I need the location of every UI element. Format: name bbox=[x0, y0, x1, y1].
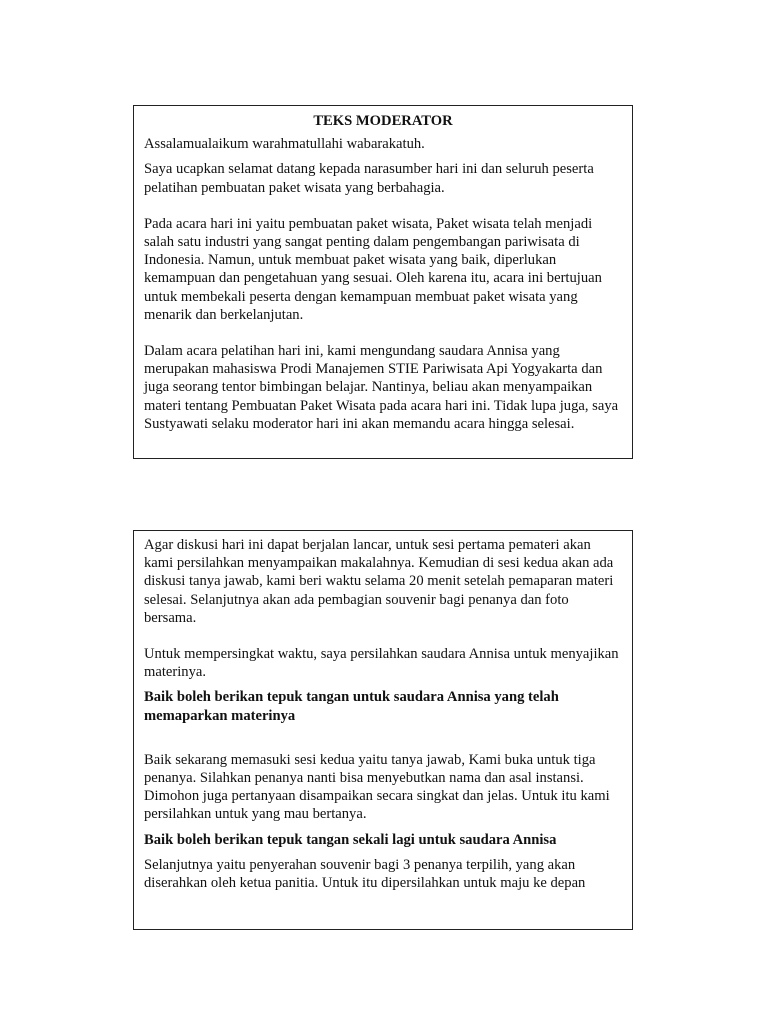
session-plan-paragraph: Agar diskusi hari ini dapat berjalan lancar, untuk sesi pertama pemateri akan kami persilahkan menyampaikan makalahnya. Kemudian di sesi kedua akan ada diskusi tanya jawab, kami beri waktu selama 20 menit setelah pemaparan materi selesai. Selanjutnya akan ada pembagian souvenir bagi penanya dan foto bersama. bbox=[144, 537, 614, 626]
event-intro-paragraph: Pada acara hari ini yaitu pembuatan paket wisata, Paket wisata telah menjadi salah satu industri yang sangat penting dalam pengembangan pariwisata di Indonesia. Namun, untuk membuat paket wisata yang baik, diperlukan kemampuan dan pengetahuan yang sesuai. Oleh karena itu, acara ini bertujuan untuk membekali peserta dengan kemampuan membuat paket wisata yang menarik dan berkelanjutan. bbox=[144, 215, 602, 323]
applause-paragraph-1: Baik boleh berikan tepuk tangan untuk saudara Annisa yang telah memaparkan materinya bbox=[144, 689, 559, 724]
speaker-intro-paragraph: Dalam acara pelatihan hari ini, kami mengundang saudara Annisa yang merupakan mahasiswa Prodi Manajemen STIE Pariwisata Api Yogyakarta dan juga seorang tentor bimbingan belajar. Nantinya, beliau akan menyampaikan materi tentang Pembuatan Paket Wisata pada acara hari ini. Tidak lupa juga, saya Sustyawati selaku moderator hari ini akan memandu acara hingga selesai. bbox=[144, 343, 619, 432]
greeting-paragraph: Assalamualaikum warahmatullahi wabarakatuh. bbox=[144, 136, 425, 153]
moderator-text-box-1 bbox=[133, 105, 633, 459]
document-title: TEKS MODERATOR bbox=[313, 113, 453, 129]
souvenir-paragraph: Selanjutnya yaitu penyerahan souvenir bagi 3 penanya terpilih, yang akan diserahkan oleh ketua panitia. Untuk itu dipersilahkan untuk maju ke depan bbox=[144, 856, 586, 892]
invite-speaker-paragraph: Untuk mempersingkat waktu, saya persilahkan saudara Annisa untuk menyajikan materinya. bbox=[144, 646, 619, 681]
applause-paragraph-2: Baik boleh berikan tepuk tangan sekali lagi untuk saudara Annisa bbox=[144, 831, 557, 848]
moderator-text-box-2 bbox=[133, 530, 633, 930]
welcome-paragraph: Saya ucapkan selamat datang kepada narasumber hari ini dan seluruh peserta pelatihan pembuatan paket wisata yang berbahagia. bbox=[144, 161, 594, 196]
qa-session-paragraph: Baik sekarang memasuki sesi kedua yaitu tanya jawab, Kami buka untuk tiga penanya. Silahkan penanya nanti bisa menyebutkan nama dan asal instansi. Dimohon juga pertanyaan disampaikan secara singkat dan jelas. Untuk itu kami persilahkan untuk yang mau bertanya. bbox=[144, 751, 610, 823]
